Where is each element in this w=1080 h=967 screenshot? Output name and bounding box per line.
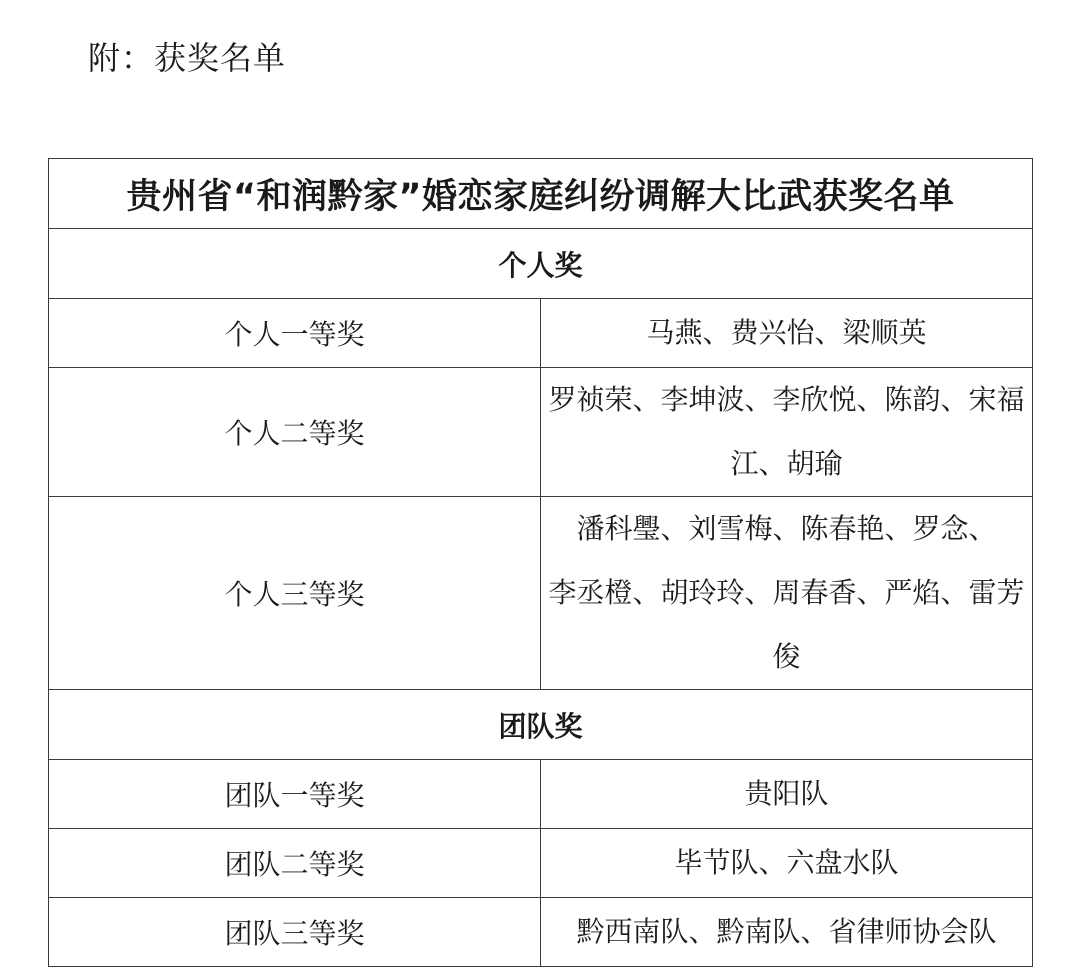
award-level-label: 团队二等奖 [49, 829, 541, 898]
winner-names [541, 368, 1033, 497]
table-row [49, 829, 1033, 898]
table-row [49, 898, 1033, 967]
winner-names-line: 贵阳队 [744, 777, 829, 810]
award-level-label: 个人三等奖 [49, 497, 541, 690]
table-row [49, 497, 1033, 690]
table-title-row [49, 159, 1033, 229]
award-level-label: 个人二等奖 [49, 368, 541, 497]
winner-names [541, 497, 1033, 690]
award-list-table [48, 158, 1033, 967]
winner-names [541, 829, 1033, 898]
winner-names [541, 299, 1033, 368]
winner-names [541, 760, 1033, 829]
table-row [49, 760, 1033, 829]
winner-names-line: 李丞橙、胡玲玲、周春香、严焰、雷芳俊 [548, 576, 1025, 673]
table-row [49, 368, 1033, 497]
winner-names-line: 罗祯荣、李坤波、李欣悦、陈韵、宋福江、胡瑜 [548, 383, 1025, 480]
section-row-individual [49, 229, 1033, 299]
winner-names-line: 黔西南队、黔南队、省律师协会队 [576, 915, 997, 948]
winner-names-line: 潘科璺、刘雪梅、陈春艳、罗念、 [576, 512, 997, 545]
winner-names [541, 898, 1033, 967]
table-row [49, 299, 1033, 368]
appendix-heading: 附：获奖名单 [88, 39, 287, 77]
table-title: 贵州省“和润黔家”婚恋家庭纠纷调解大比武获奖名单 [49, 159, 1033, 229]
award-level-label: 团队三等奖 [49, 898, 541, 967]
section-team-label: 团队奖 [49, 690, 1033, 760]
award-level-label: 个人一等奖 [49, 299, 541, 368]
section-row-team [49, 690, 1033, 760]
section-individual-label: 个人奖 [49, 229, 1033, 299]
award-level-label: 团队一等奖 [49, 760, 541, 829]
winner-names-line: 马燕、费兴怡、梁顺英 [646, 316, 927, 349]
winner-names-line: 毕节队、六盘水队 [674, 846, 899, 879]
